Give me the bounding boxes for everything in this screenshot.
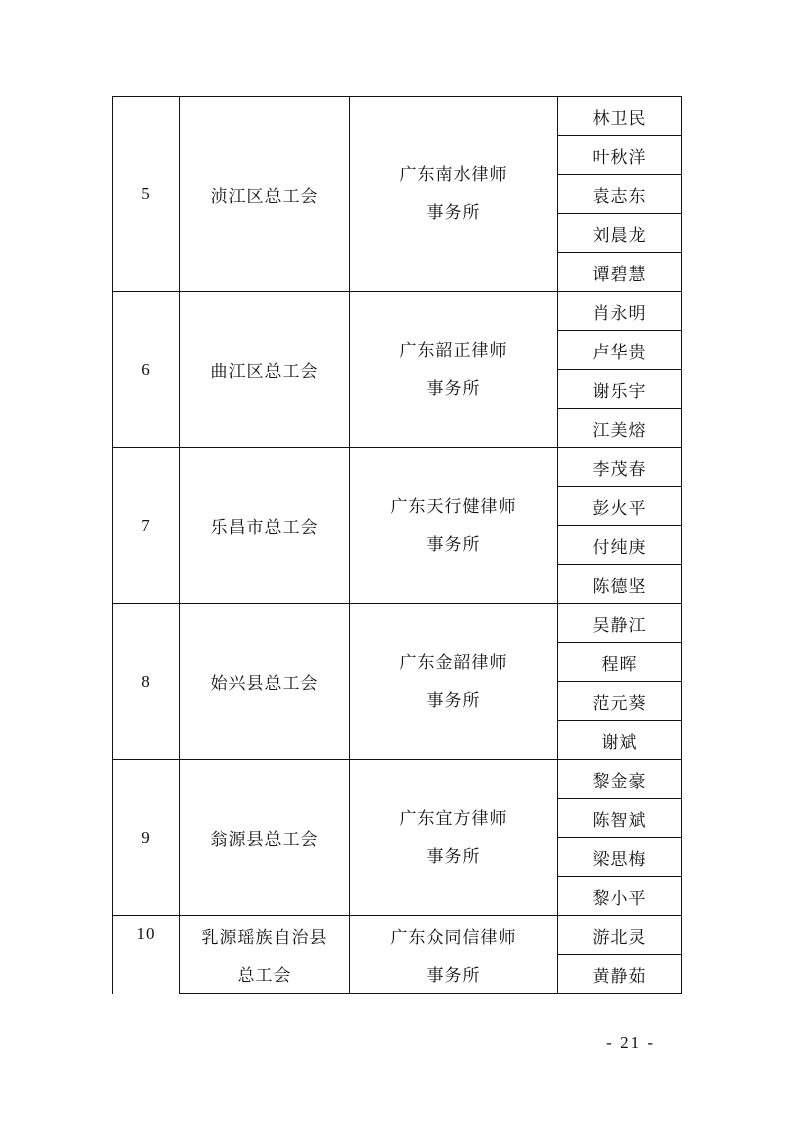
- union-name: 浈江区总工会: [180, 97, 350, 292]
- union-name-line2: 总工会: [180, 955, 350, 994]
- lawyer-name: 刘晨龙: [558, 214, 682, 253]
- lawyer-name: 叶秋洋: [558, 136, 682, 175]
- law-firm-line2: 事务所: [350, 955, 558, 994]
- lawyer-name: 谢斌: [558, 721, 682, 760]
- table-row: [113, 97, 682, 136]
- law-firm-line2: 事务所: [426, 690, 481, 711]
- union-name-line1: 乳源瑶族自治县: [180, 916, 350, 955]
- lawyer-name: 谢乐宇: [558, 370, 682, 409]
- row-number: 9: [113, 760, 180, 916]
- lawyer-name: 梁思梅: [558, 838, 682, 877]
- row-number: 10: [113, 916, 180, 994]
- table-row: [113, 292, 682, 331]
- lawyer-name: 林卫民: [558, 97, 682, 136]
- lawyer-name: 吴静江: [558, 604, 682, 643]
- table-row: [113, 448, 682, 487]
- law-firm: [350, 292, 558, 448]
- union-name: 乐昌市总工会: [180, 448, 350, 604]
- union-name: 翁源县总工会: [180, 760, 350, 916]
- lawyer-name: 游北灵: [558, 916, 682, 955]
- lawyer-assignment-table: [112, 96, 682, 994]
- row-number: 5: [113, 97, 180, 292]
- law-firm-line1: 广东众同信律师: [350, 916, 558, 955]
- table-row: [113, 604, 682, 643]
- law-firm-line2: 事务所: [426, 378, 481, 399]
- lawyer-name: 袁志东: [558, 175, 682, 214]
- law-firm: [350, 604, 558, 760]
- lawyer-name: 程晖: [558, 643, 682, 682]
- law-firm: [350, 97, 558, 292]
- row-number: 7: [113, 448, 180, 604]
- lawyer-name: 黄静茹: [558, 955, 682, 994]
- lawyer-name: 范元葵: [558, 682, 682, 721]
- lawyer-name: 谭碧慧: [558, 253, 682, 292]
- lawyer-name: 肖永明: [558, 292, 682, 331]
- lawyer-name: 付纯庚: [558, 526, 682, 565]
- table-row: [113, 760, 682, 799]
- lawyer-name: 卢华贵: [558, 331, 682, 370]
- law-firm-line1: 广东韶正律师: [399, 340, 508, 361]
- law-firm: [350, 760, 558, 916]
- page-number: - 21 -: [606, 1033, 655, 1052]
- law-firm-line2: 事务所: [426, 846, 481, 867]
- law-firm-line1: 广东金韶律师: [399, 652, 508, 673]
- lawyer-name: 李茂春: [558, 448, 682, 487]
- lawyer-name: 彭火平: [558, 487, 682, 526]
- law-firm-line1: 广东南水律师: [399, 165, 508, 185]
- union-name: 曲江区总工会: [180, 292, 350, 448]
- lawyer-name: 陈德坚: [558, 565, 682, 604]
- law-firm-line2: 事务所: [426, 203, 481, 223]
- row-number: 6: [113, 292, 180, 448]
- law-firm-line1: 广东天行健律师: [390, 496, 517, 517]
- row-number: 8: [113, 604, 180, 760]
- lawyer-name: 陈智斌: [558, 799, 682, 838]
- lawyer-name: 江美熔: [558, 409, 682, 448]
- law-firm: [350, 448, 558, 604]
- law-firm-line2: 事务所: [426, 534, 481, 555]
- lawyer-name: 黎金豪: [558, 760, 682, 799]
- union-name: 始兴县总工会: [180, 604, 350, 760]
- law-firm-line1: 广东宜方律师: [399, 808, 508, 829]
- lawyer-name: 黎小平: [558, 877, 682, 916]
- table-row: [113, 916, 682, 955]
